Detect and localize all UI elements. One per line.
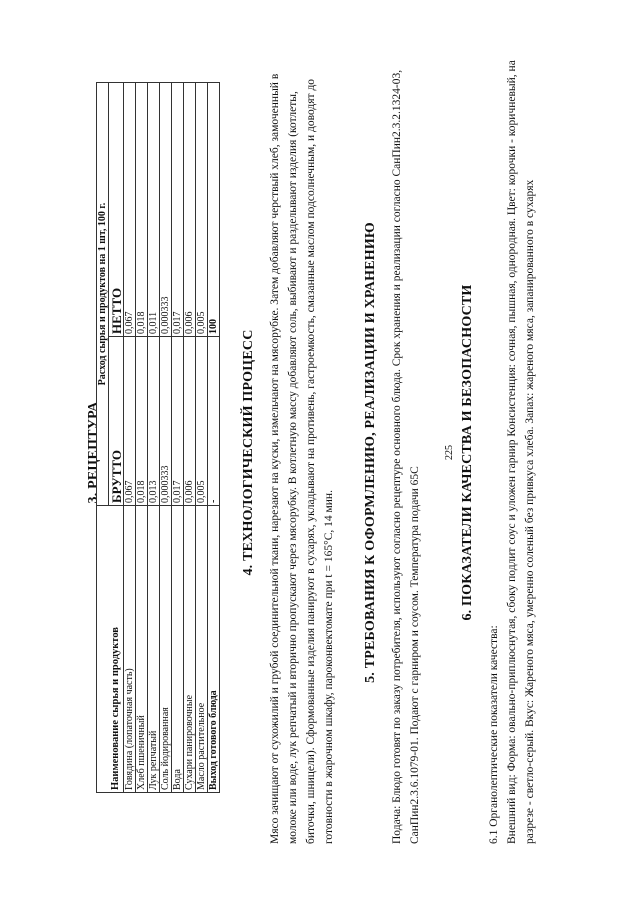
table-row <box>196 83 208 793</box>
page-number: 225 <box>444 445 455 460</box>
section5-text: Подача: Блюдо готовят по заказу потребителя, используют согласно рецептуре основного блюда. Срок хранения и реализации согласно СанПин2.3.2.1324-03, СанПин2.3.6.1079-01. Подают с гарниром и соусом. Температура подачи 65С <box>391 69 421 844</box>
row-brutto: 0,006 <box>184 337 196 506</box>
section6-title: 6. ПОКАЗАТЕЛИ КАЧЕСТВА И БЕЗОПАСНОСТИ <box>460 284 475 621</box>
row-brutto: 0,005 <box>196 337 208 506</box>
section6-line1: 6.1 Органолептические показатели качества: <box>488 625 500 844</box>
row-name: Хлеб пшеничный <box>136 506 148 793</box>
row-brutto: 0,018 <box>136 337 148 506</box>
row-brutto: 0,017 <box>172 337 184 506</box>
row-netto: 0,005 <box>196 83 208 337</box>
row-netto: 0,018 <box>136 83 148 337</box>
section6-text: Внешний вид: Форма: овально-приплюснутая, сбоку подлит соус и уложен гарнир Консистенция: сочная, пышная, однородная. Цвет: корочки - коричневый, на разрезе - светло-серый. Вкус: Жареного мяса, умеренно соленый без привкуса хлеба. Запах: жареного мяса, запанированного в сухарях <box>506 60 536 844</box>
row-netto: 0,006 <box>184 83 196 337</box>
section3-title: 3. РЕЦЕПТУРА <box>86 401 101 504</box>
row-netto: 0,067 <box>124 83 136 337</box>
row-name: Вода <box>172 506 184 793</box>
row-netto: 0,017 <box>172 83 184 337</box>
row-brutto: 0,067 <box>124 337 136 506</box>
table-row <box>184 83 196 793</box>
table-row-yield <box>208 83 220 793</box>
section5-title: 5. ТРЕБОВАНИЯ К ОФОРМЛЕНИЮ, РЕАЛИЗАЦИИ И ХРАНЕНИЮ <box>363 222 378 683</box>
row-name: Говядина (лопаточная часть) <box>124 506 136 793</box>
section4-title: 4. ТЕХНОЛОГИЧЕСКИЙ ПРОЦЕСС <box>241 329 256 576</box>
table-row <box>124 83 136 793</box>
header-name: Наименование сырья и продуктов <box>97 506 124 793</box>
row-name: Соль йодированная <box>160 506 172 793</box>
row-netto: 100 <box>208 83 220 337</box>
table-header-row <box>97 83 109 793</box>
row-netto: 0,011 <box>148 83 160 337</box>
row-brutto: 0,000333 <box>160 337 172 506</box>
table-row <box>172 83 184 793</box>
table-row <box>160 83 172 793</box>
row-name: Выход готового блюда <box>208 506 220 793</box>
table-row <box>136 83 148 793</box>
row-name: Сухари панировочные <box>184 506 196 793</box>
table-row <box>148 83 160 793</box>
row-name: Лук репчатый <box>148 506 160 793</box>
row-netto: 0,000333 <box>160 83 172 337</box>
row-brutto: - <box>208 337 220 506</box>
header-netto: НЕТТО <box>109 83 124 337</box>
header-brutto: БРУТТО <box>109 337 124 506</box>
section4-text: Мясо зачищают от сухожилий и грубой соединительной ткани, нарезают на куски, измельчают на мясорубке. Затем добавляют черствый хлеб, замоченный в молоке или воде, лук репчатый и вторично пропускают через мясорубку. В котлетную массу добавляют соль, выбивают и разделывают изделия (котлеты, биточки, шницели). Сформованные изделия панируют в сухарях, укладывают на противень, гастроемкость, смазанные маслом подсолнечным, и доводят до готовности в жарочном шкафу, пароконвектомате при t = 165°С, 14 мин. <box>269 73 335 844</box>
row-brutto: 0,013 <box>148 337 160 506</box>
row-name: Масло растительное <box>196 506 208 793</box>
header-span: Расход сырья и продуктов на 1 шт, 100 г. <box>97 83 109 506</box>
recipe-table <box>96 82 220 793</box>
